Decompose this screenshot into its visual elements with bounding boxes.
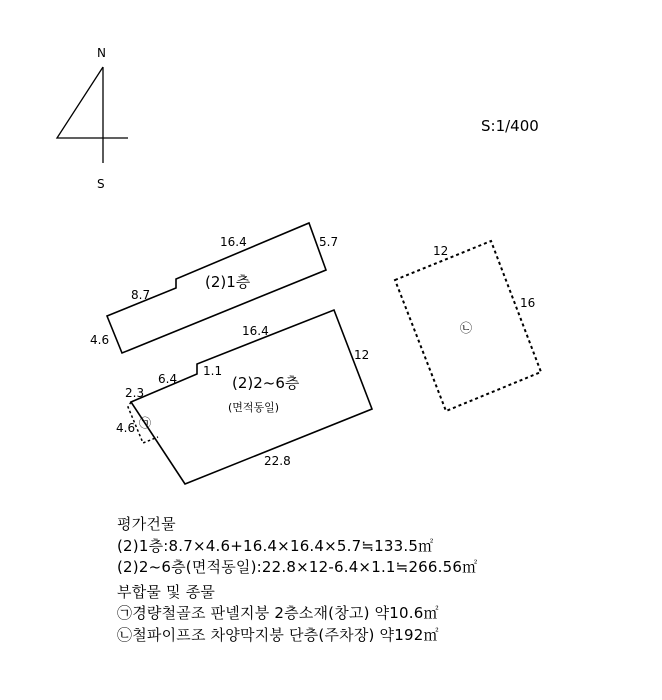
north-label: N	[97, 46, 106, 60]
annex-b-dim-top: 12	[433, 244, 449, 258]
north-arrow-icon	[57, 67, 128, 163]
legend-line-2: (2)2~6층(면적동일):22.8×12-6.4×1.1≒266.56㎡	[117, 558, 478, 577]
floor2-6-dim-left-b: 4.6	[116, 421, 136, 435]
legend	[117, 514, 477, 647]
floor2-6-dim-right: 12	[354, 348, 370, 362]
south-label: S	[97, 177, 105, 191]
floor2-6-dim-left-a: 2.3	[125, 386, 145, 400]
legend-sub-heading: 부합물 및 종물	[117, 582, 216, 601]
annex-a-marker: ㉠	[139, 416, 152, 430]
floor1-dim-left: 4.6	[90, 333, 110, 347]
floor2-6-dim-bottom: 22.8	[264, 454, 291, 468]
floor2-6-label: (2)2~6층	[232, 374, 300, 392]
floor2-6-dim-top: 16.4	[242, 324, 269, 338]
floor2-6-dim-step-b: 1.1	[203, 364, 223, 378]
scale-label: S:1/400	[481, 117, 539, 135]
floor1-label: (2)1층	[205, 273, 251, 291]
legend-heading: 평가건물	[117, 515, 176, 533]
annex-b-dim-right: 16	[520, 296, 536, 310]
legend-item-2: ㉡철파이프조 차양막지붕 단층(주차장) 약192㎡	[117, 625, 439, 644]
floor1-dim-step: 8.7	[131, 288, 151, 302]
annex-b-marker: ㉡	[460, 321, 473, 335]
legend-line-1: (2)1층:8.7×4.6+16.4×16.4×5.7≒133.5㎡	[117, 536, 434, 555]
floor1-dim-right: 5.7	[319, 235, 339, 249]
legend-item-1: ㉠경량철골조 판넬지붕 2층소재(창고) 약10.6㎡	[117, 604, 439, 623]
floor1-dim-top: 16.4	[220, 235, 247, 249]
floor2-6-dim-step-a: 6.4	[158, 372, 178, 386]
floor2-6-sublabel: (면적동일)	[228, 401, 280, 414]
